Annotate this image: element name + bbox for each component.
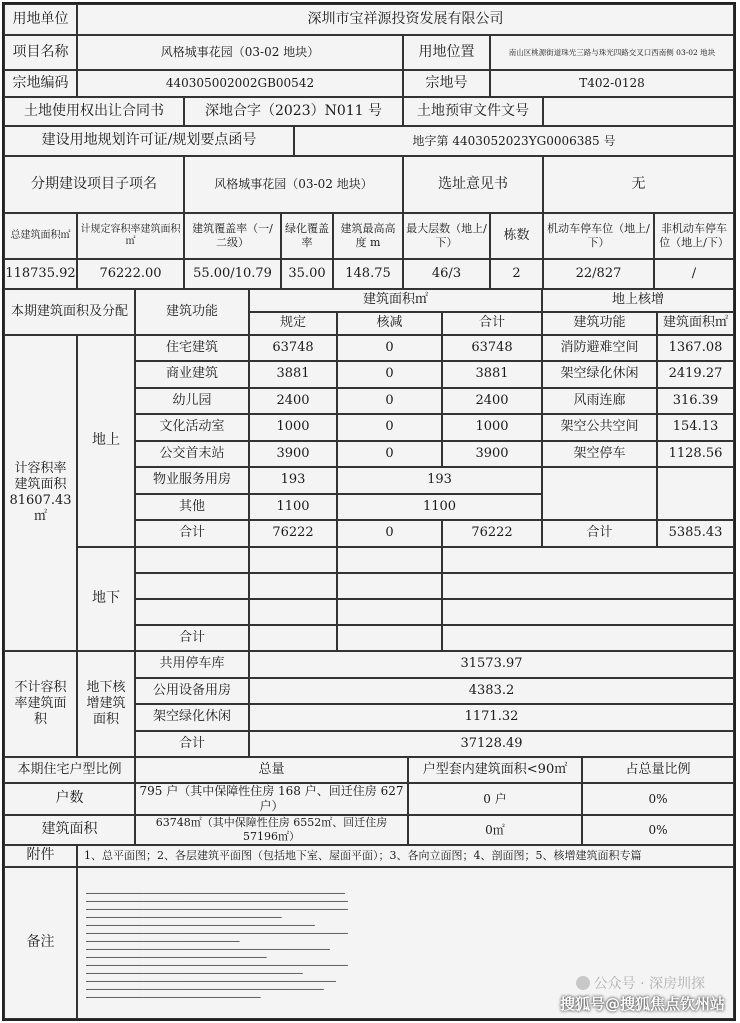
- area-ratio: 0%: [582, 815, 734, 845]
- indicator-value: 2: [490, 259, 543, 289]
- indicator-header: 总建筑面积㎡: [4, 213, 77, 259]
- ground-total-spec: 76222: [249, 520, 337, 547]
- area-header: 建筑面积㎡: [249, 289, 542, 312]
- housing-small-header: 户型套内建筑面积<90㎡: [408, 757, 582, 783]
- inc-area: [657, 467, 734, 520]
- ground-spec: 63748: [249, 335, 337, 361]
- site-opinion-value: 无: [543, 156, 734, 213]
- inc-area: 1367.08: [657, 335, 734, 361]
- attachments-value: 1、总平面图；2、各层建筑平面图（包括地下室、屋面平面）；3、各向立面图；4、剖面图；5、核增建筑面积专篇: [77, 845, 734, 867]
- planning-permit-table: [2, 2, 736, 1021]
- indicator-header: 最大层数（地上/下）: [403, 213, 490, 259]
- phase-label: 分期建设项目子项名: [4, 156, 184, 213]
- indicator-value: 148.75: [333, 259, 403, 289]
- parcel-code-label: 宗地编码: [4, 70, 77, 97]
- ground-total: 63748: [442, 335, 542, 361]
- watermark-line2: 搜狐号@搜狐焦点钦州站: [559, 995, 725, 1013]
- empty-cell: [442, 625, 734, 651]
- indicator-header: 建筑最高高度 m: [333, 213, 403, 259]
- empty-cell: [337, 625, 442, 651]
- reduce-header: 核减: [337, 312, 442, 335]
- allocation-section-label: 本期建筑面积及分配: [4, 289, 135, 335]
- units-ratio: 0%: [582, 783, 734, 815]
- land-unit-value: 深圳市宝祥源投资发展有限公司: [77, 4, 734, 35]
- ground-spec: 3900: [249, 441, 337, 467]
- ground-total: 2400: [442, 388, 542, 414]
- total-header: 合计: [442, 312, 542, 335]
- ground-function: 物业服务用房: [135, 467, 249, 494]
- inc-area-header: 建筑面积㎡: [657, 312, 734, 335]
- inc-function-header: 建筑功能: [542, 312, 657, 335]
- empty-cell: [337, 599, 442, 625]
- empty-cell: [249, 547, 337, 573]
- indicator-value: 22/827: [543, 259, 654, 289]
- indicator-header: 绿化覆盖率: [281, 213, 333, 259]
- wechat-logo-icon: [576, 976, 590, 990]
- ground-total: 3900: [442, 441, 542, 467]
- inc-total-label: 合计: [542, 520, 657, 547]
- indicator-value: 46/3: [403, 259, 490, 289]
- inc-function: 消防避难空间: [542, 335, 657, 361]
- empty-cell: [442, 573, 734, 599]
- ground-total-label: 合计: [135, 520, 249, 547]
- contract-value: 深地合字（2023）N011 号: [184, 97, 403, 126]
- ground-total: 1000: [442, 414, 542, 441]
- ground-function: 住宅建筑: [135, 335, 249, 361]
- inc-function: 架空绿化休闲: [542, 361, 657, 388]
- units-label: 户数: [4, 783, 135, 815]
- empty-cell: [249, 573, 337, 599]
- empty-cell: [337, 547, 442, 573]
- units-small: 0 户: [408, 783, 582, 815]
- ground-total: 3881: [442, 361, 542, 388]
- inc-function: 风雨连廊: [542, 388, 657, 414]
- nonfar-total-value: 37128.49: [249, 731, 734, 757]
- remarks-label: 备注: [4, 867, 77, 1019]
- housing-section-label: 本期住宅户型比例: [4, 757, 135, 783]
- ground-reduce: 0: [337, 335, 442, 361]
- ground-spec: 3881: [249, 361, 337, 388]
- remarks-fine-print: ━━━━━━━━━━━━━━━━━━━━━━━━━━━━━━━━━━━━━━━━━━━━━━━━━━━━━━━━━━━━━━━━━━━━━━━━━━━━━━━━━━━━━━ ━━━━━━━━━━━━━━━━━━━━━━━━━━━━━━━━━━━━━━━━━━━━━━━━━━━━━━━━━━━━━━━━━━━━━━━━━━━━━━━━━━━━━━━ ━━━━━━━━━━━━━━━━━━━━━━━━━━━━━━━━━━━━━━━━━━━━━━━━━━━━━━━━━━━━━━━━━━━━━━━━━━━━━━━━━━━━━━━ ━━━━━━━━━━━━━━━━━━━━━━━━━━━━━━━━━━━━━━━━━━━━━━━━━━━━━━━━━━━━━━━━━ ━━━━━━━━━━━━━━━━━━━━━━━━━━━━━━━━━━━━━━━━━━━━━━━━━━━━━━━━━━━━━━━━━━━━━━━━━━━━ ━━━━━━━━━━━━━━━━━━━━━━━━━━━━━━━━━━━━━━━━━━━━━━━━━━━━━━━━━━━━━━━━━━━━━━━━━━━━━━━━━━━━━━━ ━━━━━━━━━━━━━━━━━━━━━━━━━━━━━━━━━━━━━━━━━━━━━━━━━━━ ━━━━━━━━━━━━━━━━━━━━━━━━━━━━━━━━━━━━━━━━━━━━━━━━━━━━━━━━━━━━━━━━━━━━━━━━━━━━━━━━━ ━━━━━━━━━━━━━━━━━━━━━━━━━━━━━━━━━━━━━━━━━━━━━━━━━━━━━━━━━━━━ ━━━━━━━━━━━━━━━━━━━━━━━━━━━━━━━━━━━━━━━━━━━━━━━━━━━━━━━━━━━━━━━━━━━━━━━━━━━━━━━━━━━━━━━ ━━━━━━━━━━━━━━━━━━━━━━━━━━━━━━━━━━━━━━━━━━━━━━━━━━━━━━━━━━━━━━━━━━━━━━━━ ━━━━━━━━━━━━━━━━━━━━━━━━━━━━━━━━━━━━━━━━━━━━━━━━━━━━━━━━━━━━━━━━━━━━━━━━━━━━━━━━━━━ ━━━━━━━━━━━━━━━━━━━━━━━━━━━━━━━━━━━━━━━━━━━━━━━━━━━━━━━━━━━━━━━━━━━━━━━━━━━━━━━ ━━━━━━━━━━━━━━━━━━━━━━━━━━━━━━━━━━━━━━━━━━━━━━━━━━━━━━━━━━ 公众号 · 深房圳探 搜狐号@搜狐焦点钦州站: [77, 867, 734, 1019]
- inc-area: 316.39: [657, 388, 734, 414]
- underground-label: 地下: [77, 547, 135, 651]
- ground-spec: 2400: [249, 388, 337, 414]
- indicator-header: 非机动车停车位（地上/下）: [654, 213, 734, 259]
- watermark: [560, 973, 725, 1014]
- ground-function: 文化活动室: [135, 414, 249, 441]
- project-name-value: 风格城事花园（03-02 地块）: [77, 35, 403, 70]
- ground-spec: 193: [249, 467, 337, 494]
- ground-reduce: 0: [337, 414, 442, 441]
- inc-function: 架空停车: [542, 441, 657, 467]
- empty-cell: [249, 599, 337, 625]
- ground-function: 其他: [135, 494, 249, 520]
- housing-total-header: 总量: [135, 757, 408, 783]
- indicator-value: 118735.92: [4, 259, 77, 289]
- housing-ratio-header: 占总量比例: [582, 757, 734, 783]
- area-small: 0㎡: [408, 815, 582, 845]
- indicator-value: 55.00/10.79: [184, 259, 281, 289]
- area-total: 63748㎡（其中保障性住房 6552㎡、回迁住房 57196㎡）: [135, 815, 408, 845]
- ground-reduce: 0: [337, 361, 442, 388]
- nonfar-function: 架空绿化休闲: [135, 704, 249, 731]
- empty-cell: [135, 547, 249, 573]
- area-label: 建筑面积: [4, 815, 135, 845]
- nonfar-value: 1171.32: [249, 704, 734, 731]
- spec-header: 规定: [249, 312, 337, 335]
- nonfar-function: 共用停车库: [135, 651, 249, 678]
- inc-function: [542, 467, 657, 520]
- ground-spec: 1100: [249, 494, 337, 520]
- units-total: 795 户（其中保障性住房 168 户、回迁住房 627 户）: [135, 783, 408, 815]
- ground-total: 193: [337, 467, 542, 494]
- inc-function: 架空公共空间: [542, 414, 657, 441]
- above-increase-header: 地上核增: [542, 289, 734, 312]
- nonfar-sub-label: 地下核增建筑面积: [77, 651, 135, 757]
- underground-total-label: 合计: [135, 625, 249, 651]
- ground-function: 公交首末站: [135, 441, 249, 467]
- nonfar-function: 公用设备用房: [135, 678, 249, 704]
- parcel-code-value: 440305002002GB00542: [77, 70, 403, 97]
- empty-cell: [337, 573, 442, 599]
- inc-area: 154.13: [657, 414, 734, 441]
- ground-label: 地上: [77, 335, 135, 547]
- nonfar-value: 31573.97: [249, 651, 734, 678]
- indicator-value: 76222.00: [77, 259, 184, 289]
- indicator-header: 建筑覆盖率（一/二级）: [184, 213, 281, 259]
- watermark-line1: 公众号 · 深房圳探: [593, 976, 705, 992]
- land-location-label: 用地位置: [403, 35, 490, 70]
- indicator-header: 栋数: [490, 213, 543, 259]
- empty-cell: [249, 625, 337, 651]
- ground-total: 1100: [337, 494, 542, 520]
- empty-cell: [135, 599, 249, 625]
- ground-spec: 1000: [249, 414, 337, 441]
- ground-total-reduce: 0: [337, 520, 442, 547]
- land-unit-label: 用地单位: [4, 4, 77, 35]
- site-opinion-label: 选址意见书: [403, 156, 543, 213]
- nonfar-value: 4383.2: [249, 678, 734, 704]
- empty-cell: [442, 599, 734, 625]
- nonfar-label: 不计容积率建筑面积: [4, 651, 77, 757]
- indicator-value: 35.00: [281, 259, 333, 289]
- contract-label: 土地使用权出让合同书: [4, 97, 184, 126]
- empty-cell: [135, 573, 249, 599]
- parcel-no-label: 宗地号: [403, 70, 490, 97]
- ground-function: 幼儿园: [135, 388, 249, 414]
- ground-total-sum: 76222: [442, 520, 542, 547]
- far-area-label: 计容积率建筑面积 81607.43㎡: [4, 335, 77, 651]
- ground-reduce: 0: [337, 388, 442, 414]
- permit-label: 建设用地规划许可证/规划要点函号: [4, 126, 294, 156]
- ground-reduce: 0: [337, 441, 442, 467]
- parcel-no-value: T402-0128: [490, 70, 734, 97]
- permit-value: 地字第 4403052023YG0006385 号: [294, 126, 734, 156]
- project-name-label: 项目名称: [4, 35, 77, 70]
- inc-total-area: 5385.43: [657, 520, 734, 547]
- ground-function: 商业建筑: [135, 361, 249, 388]
- indicator-header: 计规定容积率建筑面积㎡: [77, 213, 184, 259]
- land-location-value: 南山区桃源街道珠光三路与珠光四路交叉口西南侧 03-02 地块: [490, 35, 734, 70]
- inc-area: 1128.56: [657, 441, 734, 467]
- function-header: 建筑功能: [135, 289, 249, 335]
- inc-area: 2419.27: [657, 361, 734, 388]
- phase-value: 风格城事花园（03-02 地块）: [184, 156, 403, 213]
- nonfar-total-label: 合计: [135, 731, 249, 757]
- attachments-label: 附件: [4, 845, 77, 867]
- empty-cell: [442, 547, 734, 573]
- pre-review-value: [543, 97, 734, 126]
- pre-review-label: 土地预审文件文号: [403, 97, 543, 126]
- indicator-header: 机动车停车位（地上/下）: [543, 213, 654, 259]
- indicator-value: /: [654, 259, 734, 289]
